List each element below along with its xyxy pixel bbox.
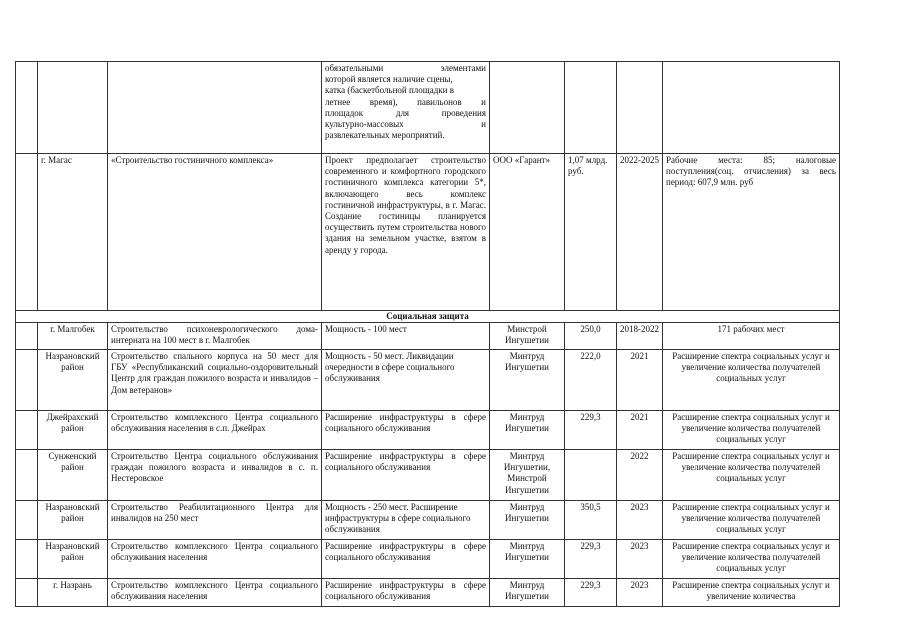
project-cell: Строительство спального корпуса на 50 мест для ГБУ «Республиканский социально-оздоровительный Центр для граждан пожилого возраста и инвалидов – Дом ветеранов»	[108, 350, 322, 411]
project-cell: Строительство комплексного Центра социального обслуживания населения	[108, 540, 322, 579]
investor-cell: ООО «Гарант»	[490, 154, 565, 311]
amount-cell: 229,3	[565, 579, 617, 607]
number-cell	[16, 579, 38, 607]
area-cell: Назрановский район	[38, 540, 108, 579]
description-cell: Мощность - 50 мест. Ликвидации очередности в сфере социального обслуживания	[322, 350, 490, 411]
number-cell	[16, 350, 38, 411]
period-cell	[617, 62, 663, 154]
description-line: культурно-массовых и	[325, 119, 486, 130]
project-cell: Строительство комплексного Центра социального обслуживания населения	[108, 579, 322, 607]
period-cell: 2021	[617, 411, 663, 450]
description-cell: Расширение инфраструктуры в сфере социального обслуживания	[322, 411, 490, 450]
period-cell: 2018-2022	[617, 323, 663, 350]
description-cell: Мощность - 100 мест	[322, 323, 490, 350]
project-cell	[108, 62, 322, 154]
period-cell: 2022-2025	[617, 154, 663, 311]
table-row	[16, 540, 840, 579]
table-row	[16, 411, 840, 450]
description-cell: Мощность - 250 мест. Расширение инфраструктуры в сфере социального обслуживания	[322, 501, 490, 540]
period-cell: 2023	[617, 579, 663, 607]
amount-cell: 250,0	[565, 323, 617, 350]
period-cell: 2023	[617, 540, 663, 579]
area-cell: Джейрахский район	[38, 411, 108, 450]
period-cell: 2021	[617, 350, 663, 411]
number-cell	[16, 540, 38, 579]
effect-cell: Расширение спектра социальных услуг и увеличение количества получателей социальных услуг	[663, 450, 840, 501]
section-header-row	[16, 311, 840, 323]
description-cell	[322, 62, 490, 154]
description-cell: Расширение инфраструктуры в сфере социального обслуживания	[322, 540, 490, 579]
table-row	[16, 154, 840, 311]
description-line: обязательными элементами	[325, 63, 486, 73]
table-row	[16, 579, 840, 607]
effect-cell	[663, 62, 840, 154]
effect-cell: Расширение спектра социальных услуг и увеличение количества	[663, 579, 840, 607]
area-cell	[38, 62, 108, 154]
amount-cell: 1,07 млрд. руб.	[565, 154, 617, 311]
effect-cell: Расширение спектра социальных услуг и увеличение количества получателей социальных услуг	[663, 411, 840, 450]
amount-cell	[565, 450, 617, 501]
description-line: которой является наличие сцены,	[325, 74, 453, 85]
project-cell: Строительство Реабилитационного Центра для инвалидов на 250 мест	[108, 501, 322, 540]
project-cell: Строительство Центра социального обслуживания граждан пожилого возраста и инвалидов в с. п. Нестеровское	[108, 450, 322, 501]
investor-cell: Минтруд Ингушетии	[490, 540, 565, 579]
investor-cell: Минтруд Ингушетии, Минстрой Ингушетии	[490, 450, 565, 501]
description-line: летнее время), павильонов и	[325, 96, 486, 107]
description-cell: Проект предполагает строительство современного и комфортного городского гостиничного комплекса категории 5*, включающего весь комплекс гостиничной инфраструктуры, в г. Магас. Создание гостиницы планируется осуществить путем строительства нового здания на земельном участке, взятом в аренду у города.	[322, 154, 490, 311]
description-line: площадок для проведения	[325, 107, 486, 118]
description-line: катка (баскетбольной площадки в	[325, 85, 454, 96]
table-row	[16, 501, 840, 540]
amount-cell: 229,3	[565, 540, 617, 579]
table-row	[16, 450, 840, 501]
amount-cell	[565, 62, 617, 154]
project-cell: «Строительство гостиничного комплекса»	[108, 154, 322, 311]
area-cell: Сунженский район	[38, 450, 108, 501]
area-cell: г. Малгобек	[38, 323, 108, 350]
amount-cell: 229,3	[565, 411, 617, 450]
amount-cell: 222,0	[565, 350, 617, 411]
project-cell: Строительство психоневрологического дома-интерната на 100 мест в г. Малгобек	[108, 323, 322, 350]
investor-cell: Минтруд Ингушетии	[490, 411, 565, 450]
amount-cell: 350,5	[565, 501, 617, 540]
period-cell: 2022	[617, 450, 663, 501]
table-row	[16, 350, 840, 411]
area-cell: Назрановский район	[38, 501, 108, 540]
number-cell	[16, 450, 38, 501]
investor-cell: Минтруд Ингушетии	[490, 501, 565, 540]
number-cell	[16, 411, 38, 450]
description-cell: Расширение инфраструктуры в сфере социального обслуживания	[322, 579, 490, 607]
number-cell	[16, 323, 38, 350]
project-cell: Строительство комплексного Центра социального обслуживания населения в с.п. Джейрах	[108, 411, 322, 450]
table-row	[16, 62, 840, 154]
effect-cell: Расширение спектра социальных услуг и увеличение количества получателей социальных услуг	[663, 350, 840, 411]
effect-cell: Расширение спектра социальных услуг и увеличение количества получателей социальных услуг	[663, 501, 840, 540]
area-cell: г. Магас	[38, 154, 108, 311]
effect-cell: Рабочие места: 85; налоговые поступления(соц. отчисления) за весь период: 607,9 млн. руб	[663, 154, 840, 311]
area-cell: г. Назрань	[38, 579, 108, 607]
number-cell	[16, 62, 38, 154]
effect-cell: Расширение спектра социальных услуг и увеличение количества получателей социальных услуг	[663, 540, 840, 579]
table-row	[16, 323, 840, 350]
description-line: развлекательных мероприятий.	[325, 130, 445, 141]
number-cell	[16, 501, 38, 540]
investor-cell: Минстрой Ингушетии	[490, 323, 565, 350]
projects-table	[15, 61, 840, 607]
number-cell	[16, 154, 38, 311]
description-cell: Расширение инфраструктуры в сфере социального обслуживания	[322, 450, 490, 501]
investor-cell: Минтруд Ингушетии	[490, 350, 565, 411]
area-cell: Назрановский район	[38, 350, 108, 411]
period-cell: 2023	[617, 501, 663, 540]
investor-cell	[490, 62, 565, 154]
effect-cell: 171 рабочих мест	[663, 323, 840, 350]
investor-cell: Минтруд Ингушетии	[490, 579, 565, 607]
section-title: Социальная защита	[16, 311, 840, 323]
